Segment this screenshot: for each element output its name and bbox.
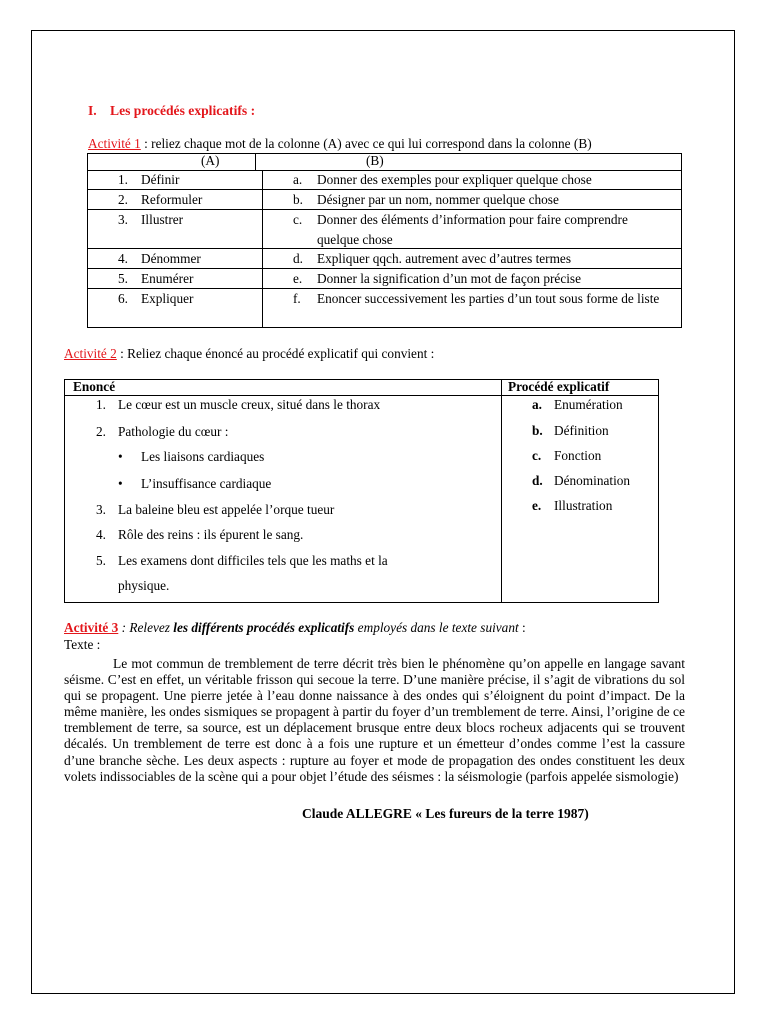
- bullet-1: •: [118, 449, 123, 464]
- matching-table-1: [87, 153, 682, 328]
- activity3-instr-suffix: employés dans le texte suivant: [354, 620, 519, 635]
- a-text-4: Dénommer: [141, 251, 201, 266]
- b-text-2: Désigner par un nom, nommer quelque chose: [317, 192, 559, 207]
- b-letter-2: b.: [293, 192, 303, 207]
- col-a-header: (A): [201, 153, 220, 168]
- procedure-letter-d: d.: [532, 473, 543, 488]
- statement-text-2: Pathologie du cœur :: [118, 424, 229, 439]
- a-text-5: Enumérer: [141, 271, 194, 286]
- statement-num-2: 2.: [96, 424, 106, 439]
- statement-text-5: Les examens dont difficiles tels que les maths et la: [118, 553, 388, 568]
- statement-text-3: La baleine bleu est appelée l’orque tueur: [118, 502, 335, 517]
- b-letter-4: d.: [293, 251, 303, 266]
- b-letter-3: c.: [293, 212, 303, 227]
- activity1-instruction: : reliez chaque mot de la colonne (A) avec ce qui lui correspond dans la colonne (B): [140, 136, 592, 151]
- b-text-5: Donner la signification d’un mot de façon précise: [317, 271, 582, 286]
- section-number: I.: [88, 103, 97, 118]
- statement-text-5-cont: physique.: [118, 578, 170, 593]
- b-letter-5: e.: [293, 271, 303, 286]
- activity3-label: Activité 3: [64, 620, 119, 635]
- activity3-heading: [64, 620, 526, 636]
- citation: Claude ALLEGRE « Les fureurs de la terre 1987): [302, 806, 589, 821]
- a-num-1: 1.: [118, 172, 128, 187]
- procedure-text-d: Dénomination: [554, 473, 631, 488]
- activity3-instr-bold: les différents procédés explicatifs: [173, 620, 355, 635]
- bullet-text-2: L’insuffisance cardiaque: [141, 476, 272, 491]
- activity2-label: Activité 2: [64, 346, 117, 361]
- procedure-text-e: Illustration: [554, 498, 613, 513]
- a-text-6: Expliquer: [141, 291, 194, 306]
- b-text-6: Enoncer successivement les parties d’un tout sous forme de liste: [317, 291, 660, 306]
- activity3-instr-prefix: : Relevez: [118, 620, 174, 635]
- statement-text-4: Rôle des reins : ils épurent le sang.: [118, 527, 304, 542]
- activity2-heading: [64, 346, 434, 362]
- activity2-instruction: : Reliez chaque énoncé au procédé explicatif qui convient :: [116, 346, 435, 361]
- statement-num-3: 3.: [96, 502, 106, 517]
- statement-text-1: Le cœur est un muscle creux, situé dans le thorax: [118, 397, 381, 412]
- a-text-1: Définir: [141, 172, 180, 187]
- statement-num-1: 1.: [96, 397, 106, 412]
- activity1-label: Activité 1: [88, 136, 141, 151]
- procedure-letter-a: a.: [532, 397, 542, 412]
- b-text-1: Donner des exemples pour expliquer quelque chose: [317, 172, 592, 187]
- a-num-5: 5.: [118, 271, 128, 286]
- paragraph-body: Le mot commun de tremblement de terre décrit très bien le phénomène qu’on appelle en langage savant séisme. C’est en effet, un véritable frisson qui secoue la terre. D’une manière précise, il s’agit de vibrations du sol qui se propagent. Une pierre jetée à l’eau donne naissance à des ondes qui s’éloignent du point d’impact. De la même manière, les ondes sismiques se propagent à partir du foyer d’un tremblement de terre. Ainsi, l’origine de ce tremblement de terre, sa source, est un déplacement brusque entre deux blocs rocheux adjacents qui se trouvent décalés. Un tremblement de terre est donc à a fois une rupture et un émetteur d’ondes comme l’est la cassure d’une branche sèche. Les deux aspects : rupture au foyer et mode de propagation des ondes constituent les deux volets indissociables de la scène qui a pour objet l’étude des séismes : la séismologie (parfois appelée sismologie): [64, 656, 685, 784]
- procedure-text-c: Fonction: [554, 448, 602, 463]
- bullet-text-1: Les liaisons cardiaques: [141, 449, 265, 464]
- a-num-2: 2.: [118, 192, 128, 207]
- activity3-instr-end: :: [518, 620, 526, 635]
- procedure-letter-c: c.: [532, 448, 542, 463]
- a-num-4: 4.: [118, 251, 128, 266]
- procedure-text-b: Définition: [554, 423, 609, 438]
- b-text-4: Expliquer qqch. autrement avec d’autres termes: [317, 251, 572, 266]
- procedure-letter-e: e.: [532, 498, 542, 513]
- procedure-text-a: Enumération: [554, 397, 623, 412]
- col-procede-header: Procédé explicatif: [508, 379, 610, 394]
- activity1-heading: [88, 136, 592, 152]
- bullet-2: •: [118, 476, 123, 491]
- b-text-3: Donner des éléments d’information pour faire comprendre quelque chose: [317, 212, 628, 247]
- b-letter-6: f.: [293, 291, 301, 306]
- a-num-3: 3.: [118, 212, 128, 227]
- texte-label: Texte :: [64, 637, 101, 652]
- section-title: [88, 103, 255, 119]
- a-text-2: Reformuler: [141, 192, 203, 207]
- a-num-6: 6.: [118, 291, 128, 306]
- text-paragraph: [64, 656, 685, 785]
- statement-num-5: 5.: [96, 553, 106, 568]
- a-text-3: Illustrer: [141, 212, 184, 227]
- statement-num-4: 4.: [96, 527, 106, 542]
- col-enonce-header: Enoncé: [73, 379, 116, 394]
- col-b-header: (B): [366, 153, 384, 168]
- matching-table-2: [64, 379, 659, 603]
- procedure-letter-b: b.: [532, 423, 543, 438]
- section-title-text: Les procédés explicatifs :: [110, 103, 256, 118]
- b-letter-1: a.: [293, 172, 303, 187]
